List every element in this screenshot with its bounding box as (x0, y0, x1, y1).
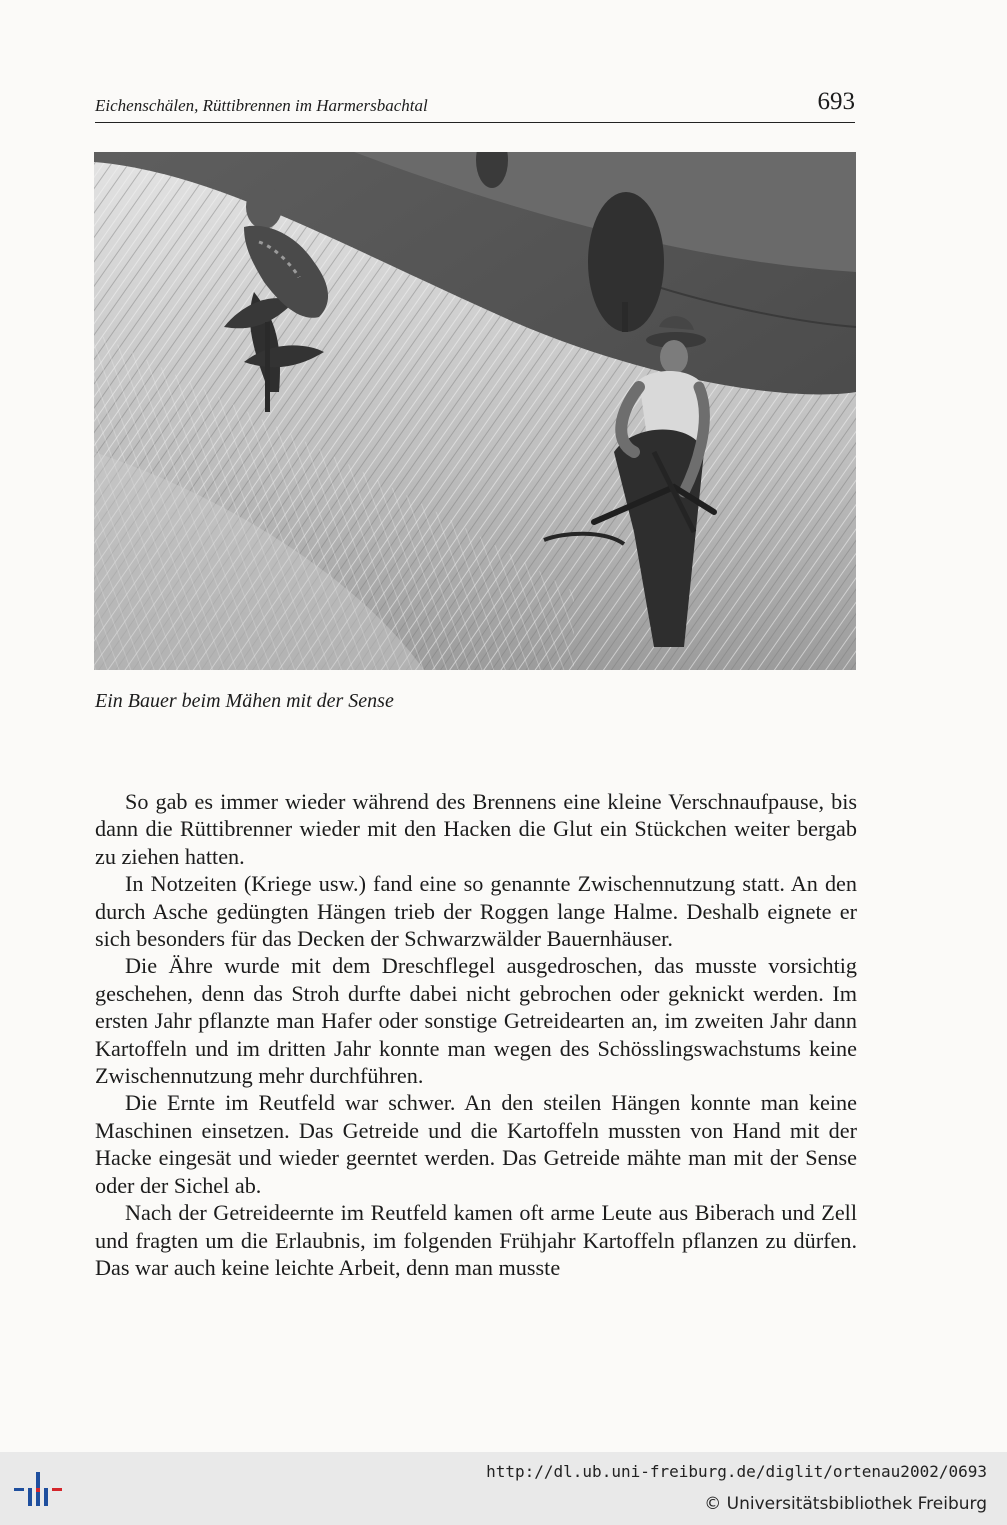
running-head (95, 88, 855, 123)
running-title: Eichenschälen, Rüttibrennen im Harmersbachtal (95, 96, 428, 115)
paragraph: In Notzeiten (Kriege usw.) fand eine so genannte Zwischennutzung statt. An den durch Asche gedüngten Hängen trieb der Roggen lange Halme. Deshalb eignete er sich besonders für das Decken der Schwarzwälder Bauernhäuser. (95, 871, 857, 952)
paragraph: Die Ernte im Reutfeld war schwer. An den steilen Hängen konnte man keine Maschinen einsetzen. Das Getreide und die Kartoffeln mussten von Hand mit der Hacke eingesät und wieder geerntet werden. Das Getreide mähte man mit der Sense oder der Sichel ab. (95, 1090, 857, 1198)
body-text (95, 788, 857, 1281)
photograph-illustration (94, 152, 856, 670)
footer-bar (0, 1452, 1007, 1525)
page-number: 693 (817, 88, 855, 115)
paragraph: So gab es immer wieder während des Brennens eine kleine Verschnaufpause, bis dann die Rüttibrenner wieder mit den Hacken die Glut ein Stückchen weiter bergab zu ziehen hatten. (95, 789, 857, 869)
paragraph: Die Ähre wurde mit dem Dreschflegel ausgedroschen, das musste vorsichtig geschehen, denn das Stroh durfte dabei nicht gebrochen oder geknickt werden. Im ersten Jahr pflanzte man Hafer oder sonstige Getreidearten an, im zweiten Jahr dann Kartoffeln und im dritten Jahr konnte man wegen des Schösslingswachstums keine Zwischennutzung mehr durchführen. (95, 953, 857, 1089)
figure-caption: Ein Bauer beim Mähen mit der Sense (95, 690, 394, 712)
copyright-notice: © Universitätsbibliothek Freiburg (704, 1494, 987, 1514)
ub-freiburg-logo-icon (10, 1466, 66, 1512)
source-url-link[interactable]: http://dl.ub.uni-freiburg.de/diglit/ortenau2002/0693 (486, 1462, 987, 1481)
paragraph: Nach der Getreideernte im Reutfeld kamen oft arme Leute aus Biberach und Zell und fragten um die Erlaubnis, im folgenden Frühjahr Kartoffeln pflanzen zu dürfen. Das war auch keine leichte Arbeit, denn man musste (95, 1200, 857, 1280)
photograph (94, 152, 856, 670)
